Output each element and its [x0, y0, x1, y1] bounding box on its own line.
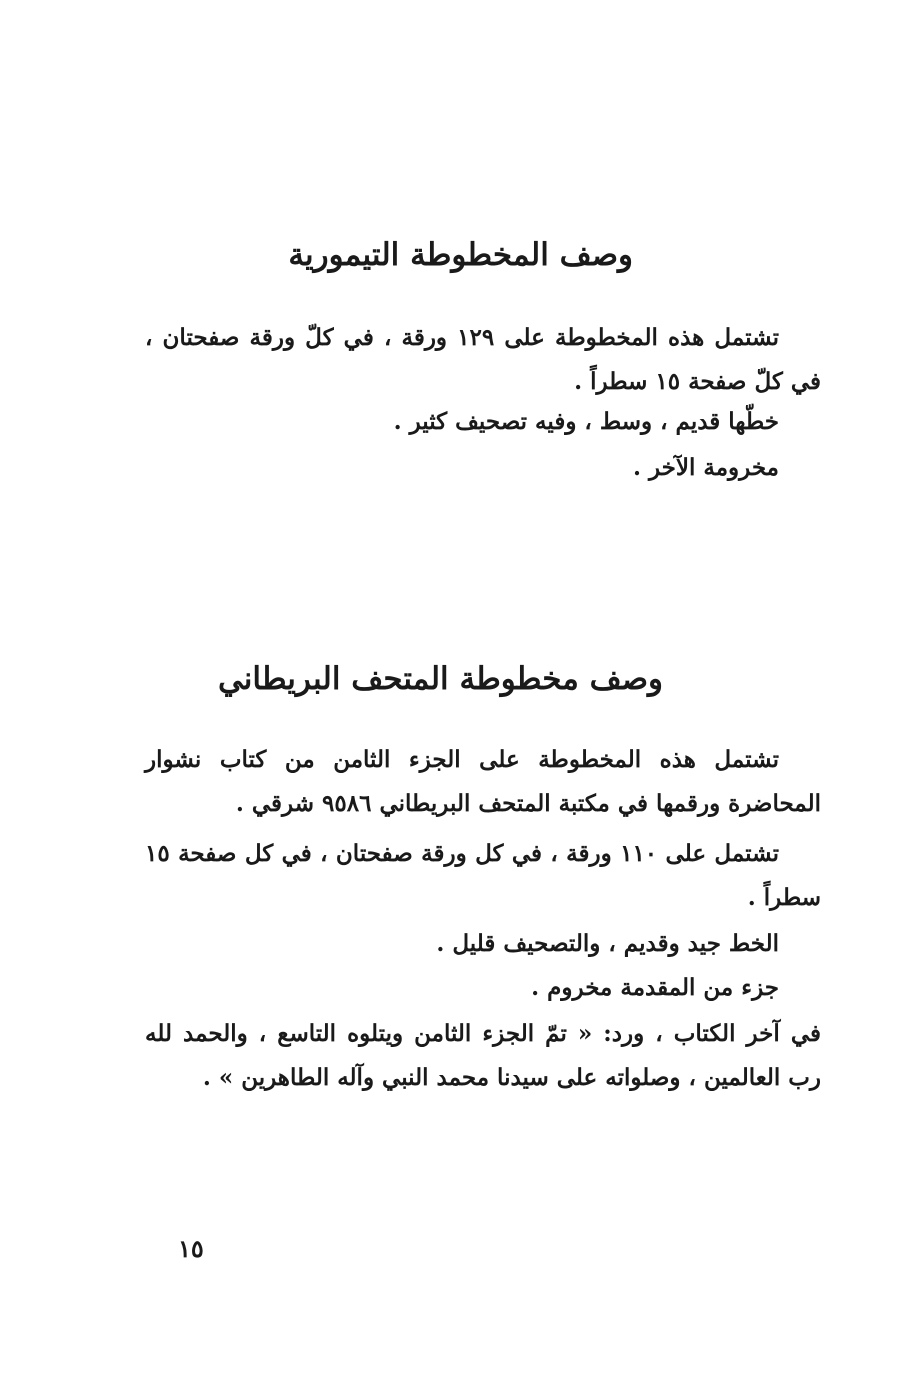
section-title-taymuriyya: وصف المخطوطة التيمورية [288, 237, 633, 273]
paragraph-leaf-count: تشتمل هذه المخطوطة على ١٢٩ ورقة ، في كلّ ورقة صفحتان ، في كلّ صفحة ١٥ سطراً . [145, 324, 821, 395]
paragraph-script-quality: الخط جيد وقديم ، والتصحيف قليل . [436, 930, 779, 957]
section-title-british-museum: وصف مخطوطة المتحف البريطاني [217, 661, 663, 697]
paragraph-missing-end: مخرومة الآخر . [632, 454, 779, 481]
paragraph-script-quality: خطّها قديم ، وسط ، وفيه تصحيف كثير . [393, 408, 779, 435]
page-number: ١٥ [178, 1234, 204, 1263]
paragraph-part-eight: تشتمل هذه المخطوطة على الجزء الثامن من كتاب نشوار المحاضرة ورقمها في مكتبة المتحف البريطاني ٩٥٨٦ شرقي . [145, 746, 821, 817]
paragraph-colophon: في آخر الكتاب ، ورد: « تمّ الجزء الثامن ويتلوه التاسع ، والحمد لله رب العالمين ، وصلواته على سيدنا محمد النبي وآله الطاهرين » . [145, 1020, 821, 1091]
paragraph-missing-intro: جزء من المقدمة مخروم . [531, 974, 779, 1001]
paragraph-leaf-count: تشتمل على ١١٠ ورقة ، في كل ورقة صفحتان ، في كل صفحة ١٥ سطراً . [145, 840, 821, 911]
